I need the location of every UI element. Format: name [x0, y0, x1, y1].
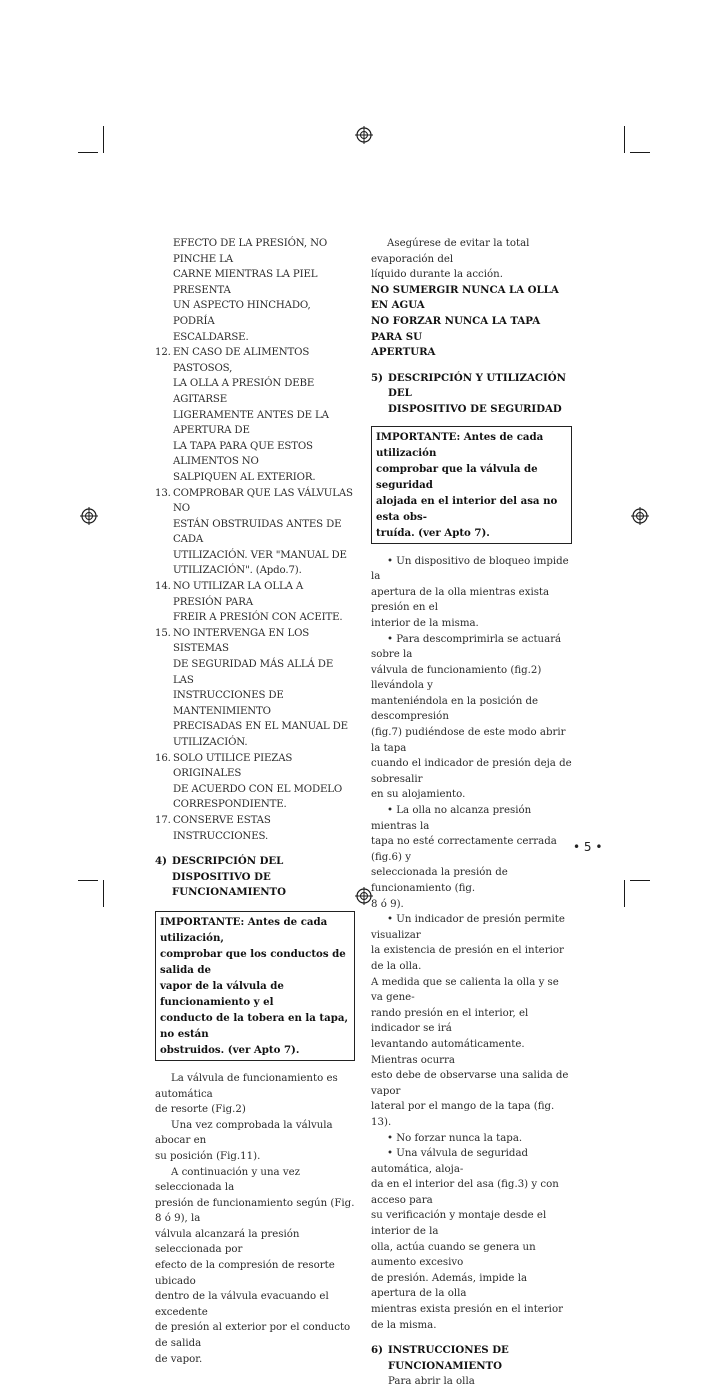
list-item: 12. EN CASO DE ALIMENTOS PASTOSOS, LA OLLA A PRESIÓN DEBE AGITARSE LIGERAMENTE ANTES DE LA APERTURA DE LA TAPA PARA QUE ESTOS ALIMENTOS NO SALPIQUEN AL EXTERIOR.	[155, 347, 329, 483]
right-column	[371, 236, 572, 1390]
paragraph: • Un dispositivo de bloqueo impide la apertura de la olla mientras exista presión en el interior de la misma.	[371, 555, 569, 629]
registration-mark-icon	[80, 507, 98, 525]
warning-text: NO SUMERGIR NUNCA LA OLLA EN AGUA NO FORZAR NUNCA LA TAPA PARA SU APERTURA	[371, 283, 559, 359]
crop-mark	[630, 152, 650, 153]
paragraph: • Una válvula de seguridad automática, aloja- da en el interior del asa (fig.3) y con acceso para su verificación y montaje desde el interior de la olla, actúa cuando se genera un aumento excesivo de presión. Además, impide la apertura de la olla mientras exista presión en el interior de la misma.	[371, 1148, 563, 1331]
paragraph: • La olla no alcanza presión mientras la tapa no esté correctamente cerrada (fig.6) y seleccionada la presión de funcionamiento (fig. 8 ó 9).	[371, 805, 557, 910]
subheading: Para abrir la olla	[388, 1376, 475, 1388]
list-number: 13.	[155, 487, 171, 499]
paragraph: • No forzar nunca la tapa.	[387, 1132, 523, 1144]
list-item: EFECTO DE LA PRESIÓN, NO PINCHE LA CARNE MIENTRAS LA PIEL PRESENTA UN ASPECTO HINCHADO, PODRÍA ESCALDARSE.	[173, 238, 328, 343]
list-item: 16. SOLO UTILICE PIEZAS ORIGINALES DE ACUERDO CON EL MODELO CORRESPONDIENTE.	[155, 752, 343, 811]
registration-mark-icon	[355, 126, 373, 144]
section-heading-4: 4) DESCRIPCIÓN DEL DISPOSITIVO DE FUNCIONAMIENTO	[155, 855, 286, 899]
list-number: 15.	[155, 627, 171, 639]
crop-mark	[624, 126, 625, 153]
paragraph: A continuación y una vez seleccionada la presión de funcionamiento según (Fig. 8 ó 9), la válvula alcanzará la presión seleccionada por efecto de la compresión de resorte ubicado dentro de la válvula evacuando el excedente de presión al exterior por el conducto de salida de vapor.	[155, 1166, 355, 1365]
important-notice-box: IMPORTANTE: Antes de cada utilización comprobar que la válvula de seguridad alojada en el interior del asa no esta obs- truída. (ver Apto 7).	[371, 426, 572, 544]
registration-mark-icon	[631, 507, 649, 525]
paragraph: Asegúrese de evitar la total evaporación del líquido durante la acción.	[371, 238, 530, 281]
section-heading-6: 6) INSTRUCCIONES DE FUNCIONAMIENTO	[371, 1344, 509, 1372]
list-item: 14. NO UTILIZAR LA OLLA A PRESIÓN PARA FREIR A PRESIÓN CON ACEITE.	[155, 581, 343, 624]
left-column	[155, 236, 355, 1367]
list-item: 17. CONSERVE ESTAS INSTRUCCIONES.	[155, 814, 271, 842]
crop-mark	[103, 880, 104, 907]
list-number: 12.	[155, 347, 171, 359]
crop-mark	[103, 126, 104, 153]
crop-mark	[78, 880, 98, 881]
crop-mark	[624, 880, 625, 907]
list-item: 15. NO INTERVENGA EN LOS SISTEMAS DE SEGURIDAD MÁS ALLÁ DE LAS INSTRUCCIONES DE MANTENIMIENTO PRECISADAS EN EL MANUAL DE UTILIZACIÓN.	[155, 627, 348, 748]
crop-mark	[78, 152, 98, 153]
list-item: 13. COMPROBAR QUE LAS VÁLVULAS NO ESTÁN OBSTRUIDAS ANTES DE CADA UTILIZACIÓN. VER "MANUAL DE UTILIZACIÓN". (Apdo.7).	[155, 487, 353, 577]
paragraph: La válvula de funcionamiento es automática de resorte (Fig.2)	[155, 1072, 338, 1116]
list-number: 14.	[155, 581, 171, 593]
paragraph: Una vez comprobada la válvula abocar en su posición (Fig.11).	[155, 1119, 333, 1162]
paragraph: • Un indicador de presión permite visualizar la existencia de presión en el interior de la olla. A medida que se calienta la olla y se va gene- rando presión en el interior, el indicador se irá levantando automáticamente. Mientras ocurra esto debe de observarse una salida de vapor lateral por el mango de la tapa (fig. 13).	[371, 914, 569, 1128]
crop-mark	[630, 880, 650, 881]
list-number: 17.	[155, 814, 171, 826]
paragraph: • Para descomprimirla se actuará sobre la válvula de funcionamiento (fig.2) llevándola y manteniéndola en la posición de descompresión (fig.7) pudiéndose de este modo abrir la tapa cuando el indicador de presión deja de sobresalir en su alojamiento.	[371, 633, 572, 801]
section-heading-5: 5) DESCRIPCIÓN Y UTILIZACIÓN DEL DISPOSITIVO DE SEGURIDAD	[371, 371, 566, 415]
list-number: 16.	[155, 752, 171, 764]
important-notice-box: IMPORTANTE: Antes de cada utilización, comprobar que los conductos de salida de vapor de la válvula de funcionamiento y el conducto de la tobera en la tapa, no están obstruidos. (ver Apto 7).	[155, 911, 355, 1061]
page-number: • 5 •	[573, 840, 603, 854]
